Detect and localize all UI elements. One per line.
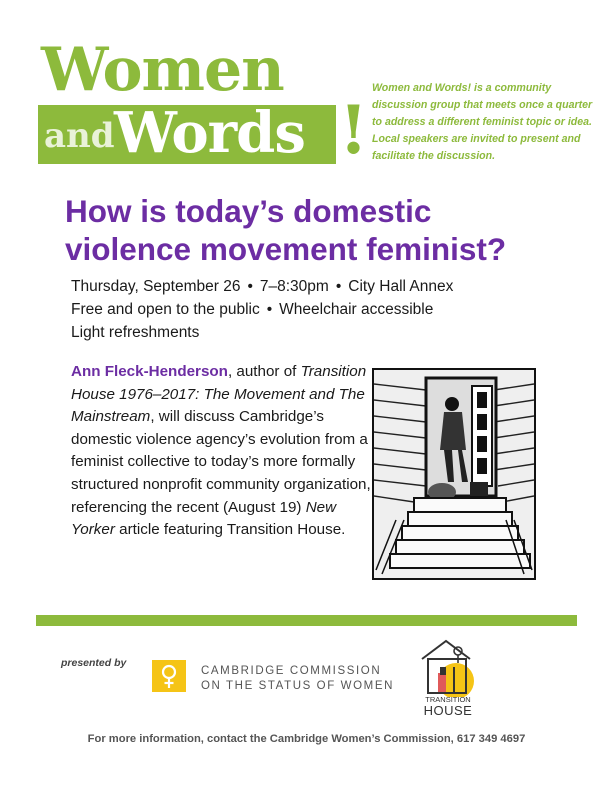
ccsw-name [201,664,394,694]
logo-words-text: Words [114,100,305,166]
event-line-1 [71,275,571,298]
event-access: Wheelchair accessible [279,301,434,318]
description [71,361,371,542]
description-body: , will discuss Cambridge’s domestic violence agency’s evolution from a feminist collective to today’s more formally structured nonprofit community organization, referencing the recent (August 19) [71,408,371,516]
event-line-2 [71,298,571,321]
author-name: Ann Fleck-Henderson [71,363,228,380]
bullet: • [335,278,342,295]
house-steps-illustration [374,370,534,578]
event-admission: Free and open to the public [71,301,260,318]
headline-line-1: How is today’s domestic [65,193,432,229]
event-date: Thursday, September 26 [71,278,241,295]
house-icon [416,637,480,697]
divider-bar [36,615,577,626]
woodcut-illustration [372,368,536,580]
event-refreshments: Light refreshments [71,324,200,341]
headline-line-2: violence movement feminist? [65,231,507,267]
event-time: 7–8:30pm [259,278,329,295]
bullet: • [266,301,273,318]
ccsw-line-2: ON THE STATUS OF WOMEN [201,680,395,692]
logo-and-text: and [44,116,115,156]
description-end: article featuring Transition House. [119,521,346,539]
bullet: • [247,278,253,295]
headline [65,192,565,268]
ccsw-logo-mark [152,660,186,692]
author-suffix: , author of [227,363,297,380]
book-title: Transition House 1976–2017: The Movement and The Mainstream [71,363,367,426]
logo-exclamation: ! [339,91,368,169]
ccsw-line-1: CAMBRIDGE COMMISSION [201,665,382,677]
female-symbol-icon [152,660,186,692]
women-and-words-logo [38,35,368,169]
logo-women-text: Women [41,35,284,105]
house-label: HOUSE [423,703,473,718]
magazine-name: New Yorker [71,498,337,539]
event-place: City Hall Annex [348,278,454,295]
intro-blurb: Women and Words! is a community discussion group that meets once a quarter to address a different feminist topic or idea. Local speakers are invited to present and facilitate the discussion. [372,82,593,162]
presented-by-label: presented by [61,657,127,669]
event-info [71,275,571,344]
transition-label: TRANSITION [425,695,471,704]
contact-footer: For more information, contact the Cambridge Women’s Commission, 617 349 4697 [87,733,526,745]
